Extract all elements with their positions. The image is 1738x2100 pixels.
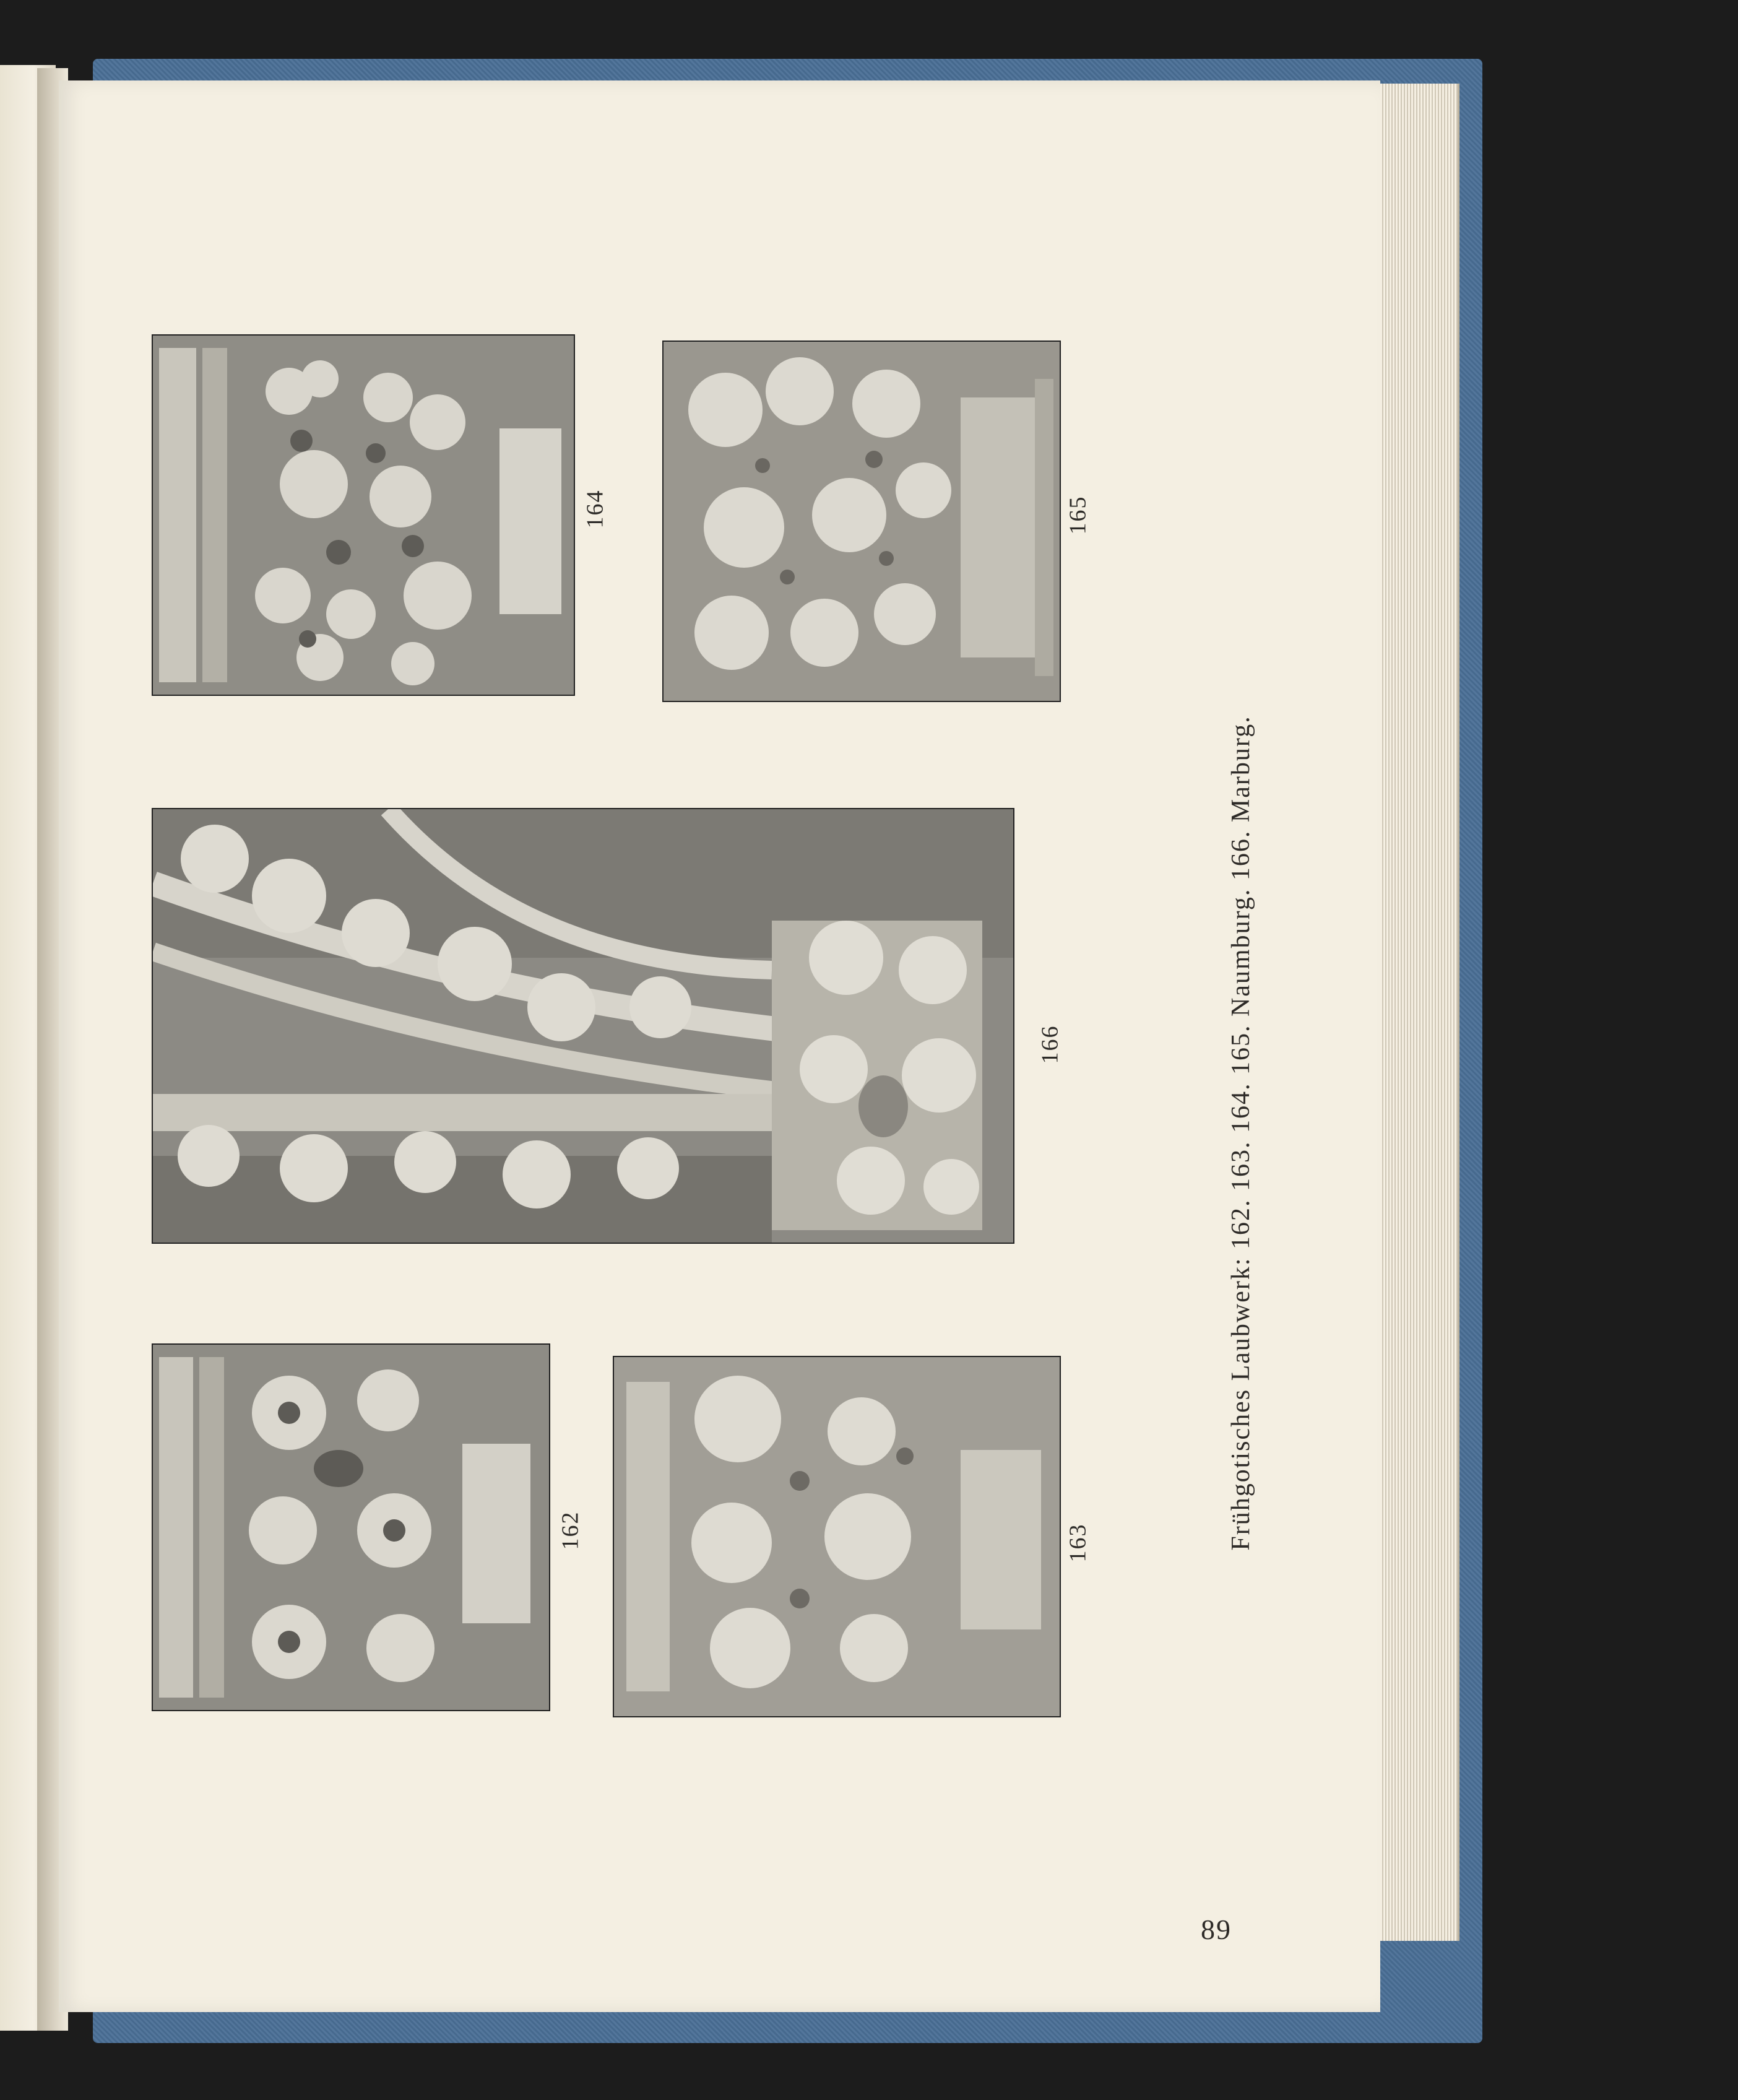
photo-plate-163 <box>613 1356 1061 1717</box>
capital-photo-164 <box>153 336 574 695</box>
page-number: 89 <box>1201 1914 1232 1945</box>
figure-caption: Frühgotisches Laubwerk: 162. 163. 164. 165. Naumburg. 166. Marburg. <box>1227 715 1255 1551</box>
page-edges <box>1377 84 1459 1941</box>
photo-plate-164 <box>152 334 575 696</box>
capital-photo-166 <box>153 809 1013 1243</box>
capital-photo-163 <box>614 1357 1060 1716</box>
figure-label-165: 165 <box>1065 495 1091 535</box>
capital-photo-162 <box>153 1345 549 1710</box>
figure-label-162: 162 <box>557 1511 584 1550</box>
figure-label-166: 166 <box>1037 1025 1063 1064</box>
photo-plate-165 <box>662 341 1061 702</box>
photo-plate-166 <box>152 808 1014 1244</box>
page <box>59 80 1380 2012</box>
photo-plate-162 <box>152 1343 550 1711</box>
figure-label-163: 163 <box>1065 1523 1091 1563</box>
capital-photo-165 <box>664 342 1060 701</box>
figure-label-164: 164 <box>582 489 608 529</box>
